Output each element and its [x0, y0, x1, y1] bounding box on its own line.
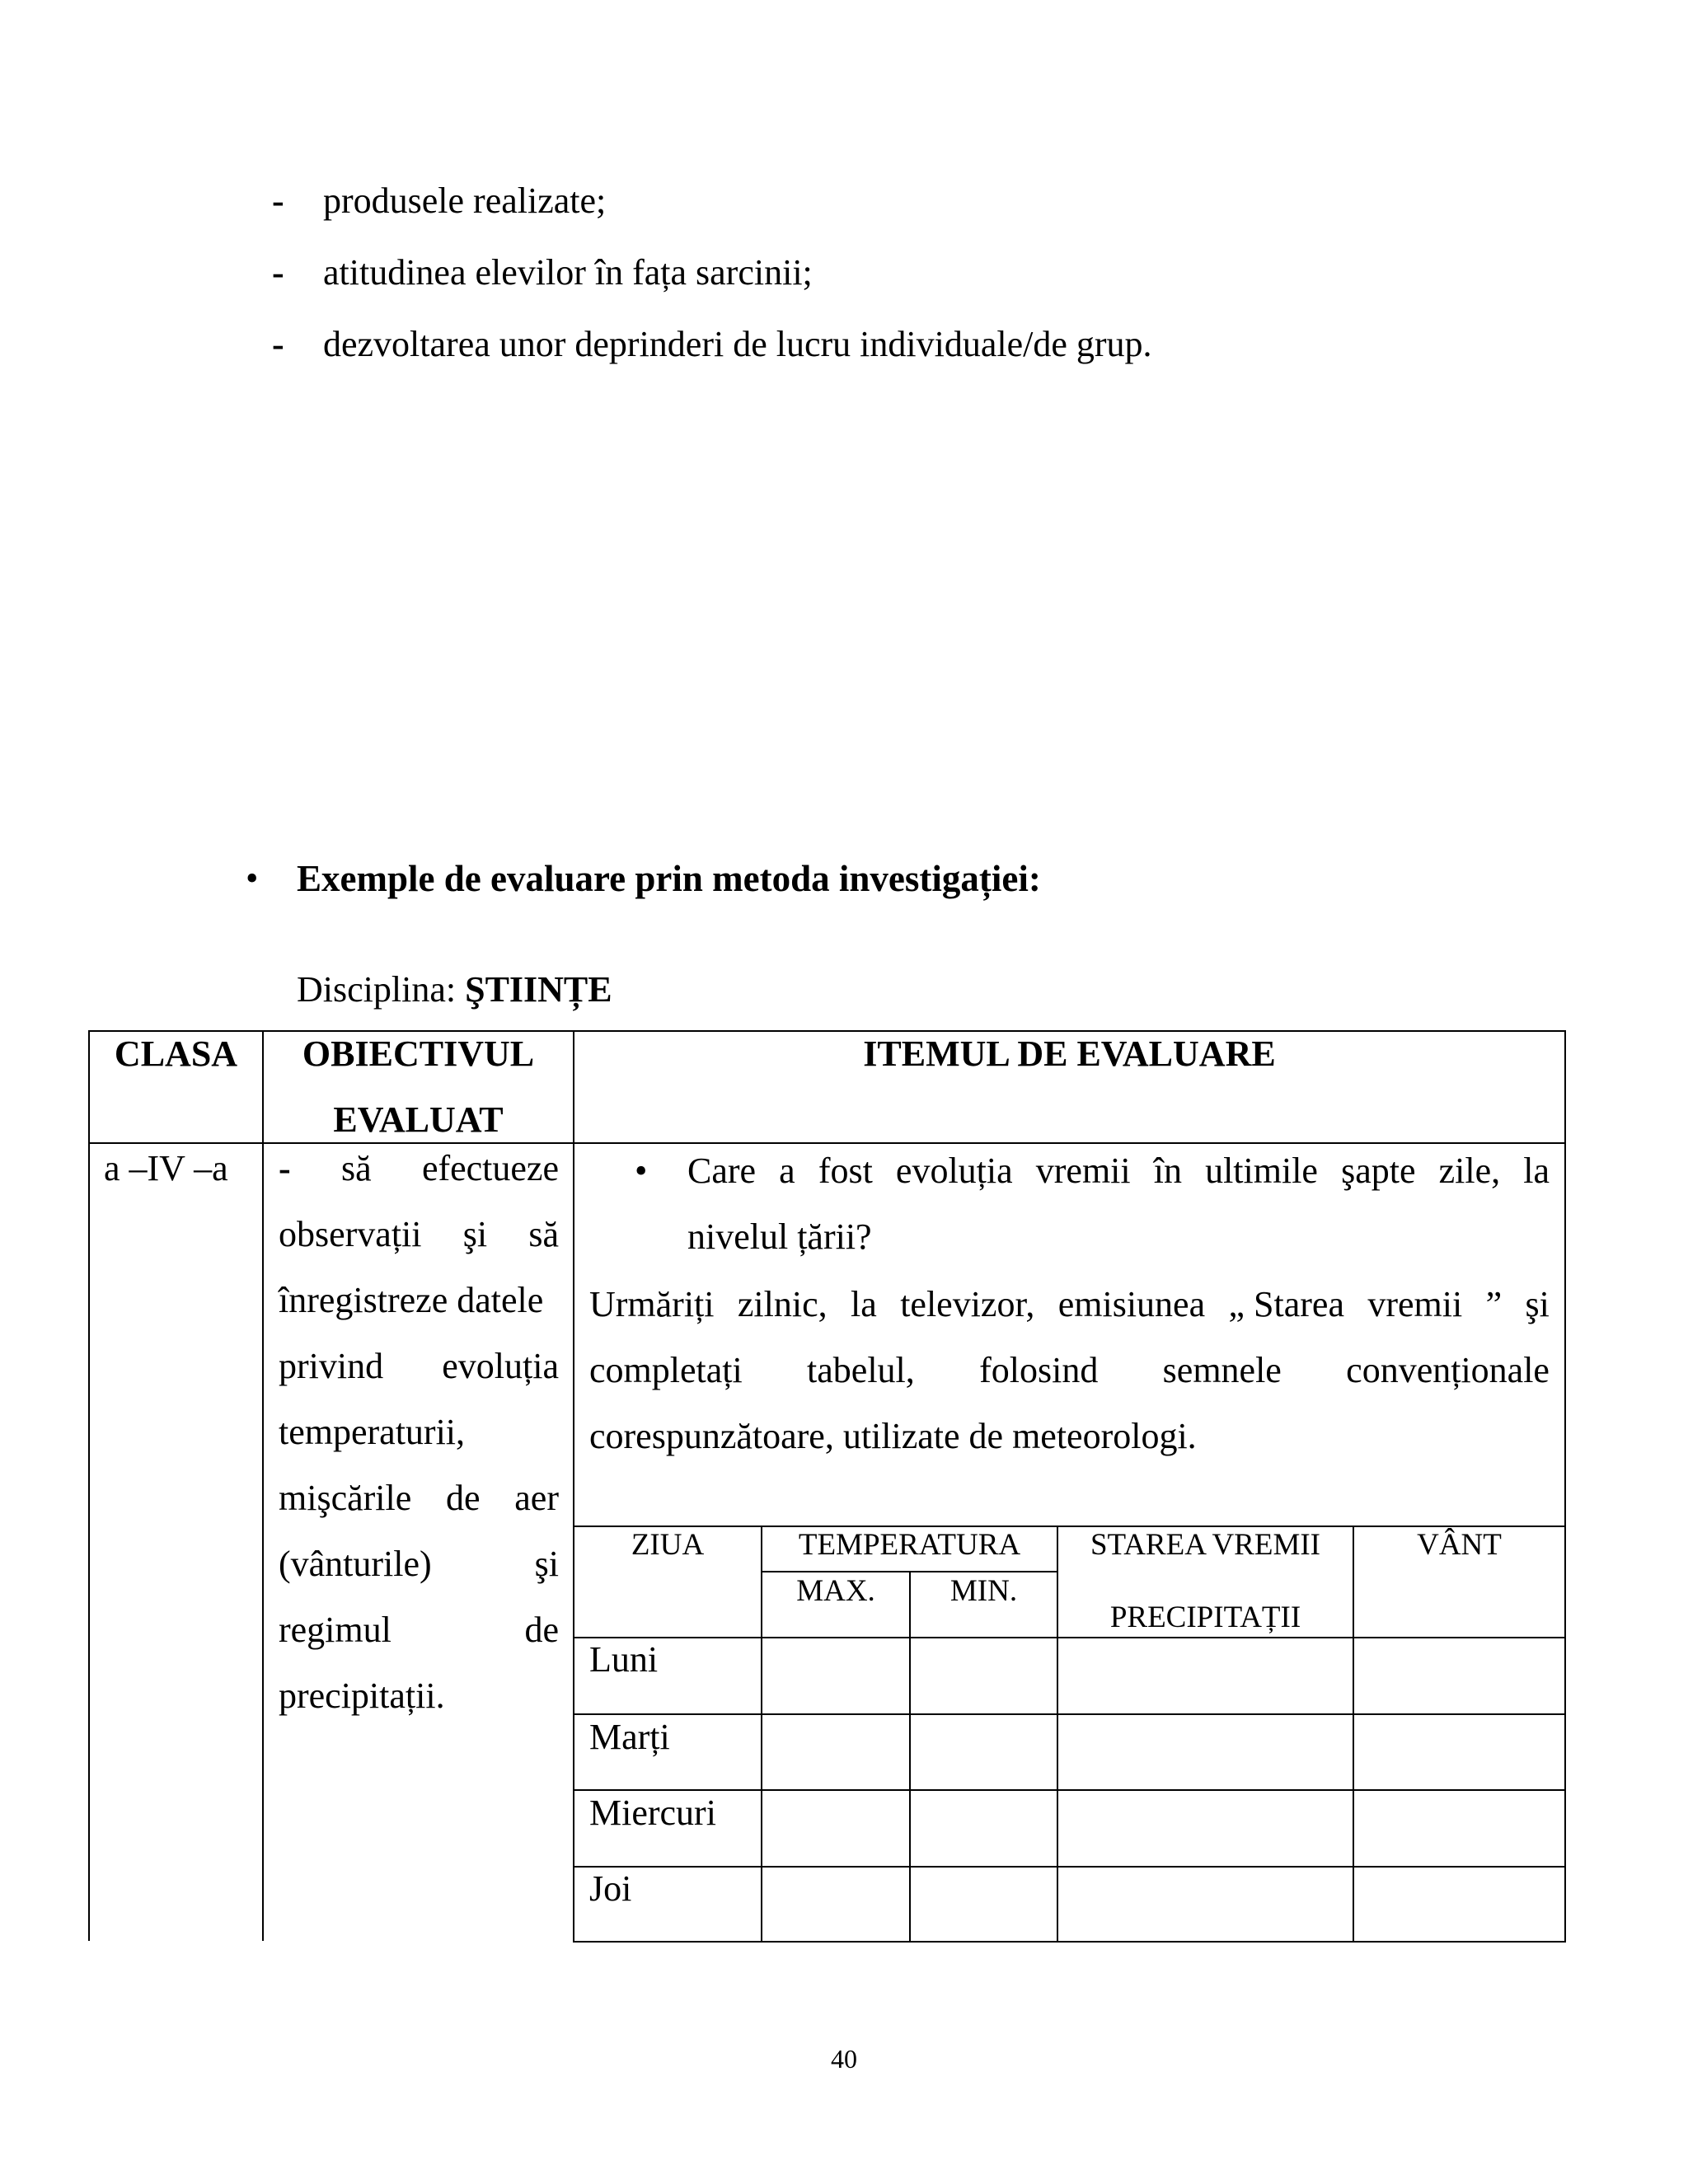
table-row-day: Luni [589, 1639, 659, 1680]
dash-marker: - [272, 180, 284, 221]
dash-marker: - [272, 252, 284, 293]
table-border [573, 1030, 574, 1941]
obiectiv-line: temperaturii, [279, 1412, 466, 1452]
header-clasa: CLASA [114, 1033, 238, 1074]
obiectiv-line: regimul de [279, 1610, 559, 1650]
list-item-text: dezvoltarea unor deprinderi de lucru individuale/de grup. [323, 324, 1152, 364]
header-item: ITEMUL DE EVALUARE [863, 1033, 1276, 1074]
dash-marker: - [272, 324, 284, 364]
table-border [1057, 1526, 1058, 1943]
discipline-line [297, 968, 612, 1010]
obiectiv-line: privind evoluția [279, 1346, 559, 1386]
item-instruction-line: completați tabelul, folosind semnele convenționale [589, 1350, 1550, 1390]
section-heading: Exemple de evaluare prin metoda investigației: [297, 858, 1041, 899]
obiectiv-line: - să efectueze [279, 1148, 559, 1188]
clasa-value: a –IV –a [104, 1148, 228, 1188]
table-border [573, 1637, 1566, 1638]
discipline-value: ŞTIINȚE [465, 969, 612, 1010]
header-evaluat: EVALUAT [333, 1099, 504, 1140]
table-border [88, 1030, 90, 1941]
table-border [1564, 1030, 1566, 1941]
col-min: MIN. [950, 1574, 1018, 1608]
table-border [573, 1789, 1566, 1791]
item-question: Care a fost evoluția vremii în ultimile şapte zile, la [687, 1151, 1550, 1191]
obiectiv-line: înregistreze datele [279, 1280, 544, 1320]
table-border [262, 1030, 264, 1941]
col-starea-vremii: STAREA VREMII [1090, 1528, 1321, 1562]
table-row-day: Miercuri [589, 1793, 716, 1833]
bullet-icon: • [246, 858, 259, 898]
table-border [88, 1142, 1566, 1144]
table-border [88, 1030, 1566, 1032]
item-question-cont: nivelul țării? [687, 1216, 872, 1257]
discipline-label: Disciplina: [297, 969, 466, 1010]
table-border [1353, 1526, 1354, 1943]
item-instruction-last: corespunzătoare, utilizate de meteorologi. [589, 1416, 1197, 1456]
table-row-day: Marți [589, 1717, 670, 1757]
table-border [909, 1571, 911, 1943]
obiectiv-line: precipitații. [279, 1675, 445, 1716]
list-item-text: produsele realizate; [323, 180, 607, 221]
item-instruction-line: Urmăriți zilnic, la televizor, emisiunea „ Starea vremii ” şi [589, 1284, 1550, 1324]
col-vant: VÂNT [1417, 1528, 1502, 1562]
list-item-text: atitudinea elevilor în fața sarcinii; [323, 252, 813, 293]
header-obiectiv: OBIECTIVUL [302, 1033, 535, 1074]
bullet-icon: • [635, 1151, 648, 1191]
obiectiv-line: (vânturile) şi [279, 1544, 559, 1584]
table-border [573, 1866, 1566, 1868]
table-border [573, 1713, 1566, 1715]
page-number: 40 [831, 2044, 857, 2074]
col-max: MAX. [796, 1574, 875, 1608]
col-ziua: ZIUA [631, 1528, 705, 1562]
table-row-day: Joi [589, 1868, 632, 1909]
obiectiv-line: mişcările de aer [279, 1478, 559, 1518]
col-precipitatii: PRECIPITAȚII [1109, 1601, 1301, 1634]
table-border [573, 1941, 1566, 1943]
obiectiv-line: observații şi să [279, 1214, 559, 1254]
col-temperatura: TEMPERATURA [798, 1528, 1021, 1562]
